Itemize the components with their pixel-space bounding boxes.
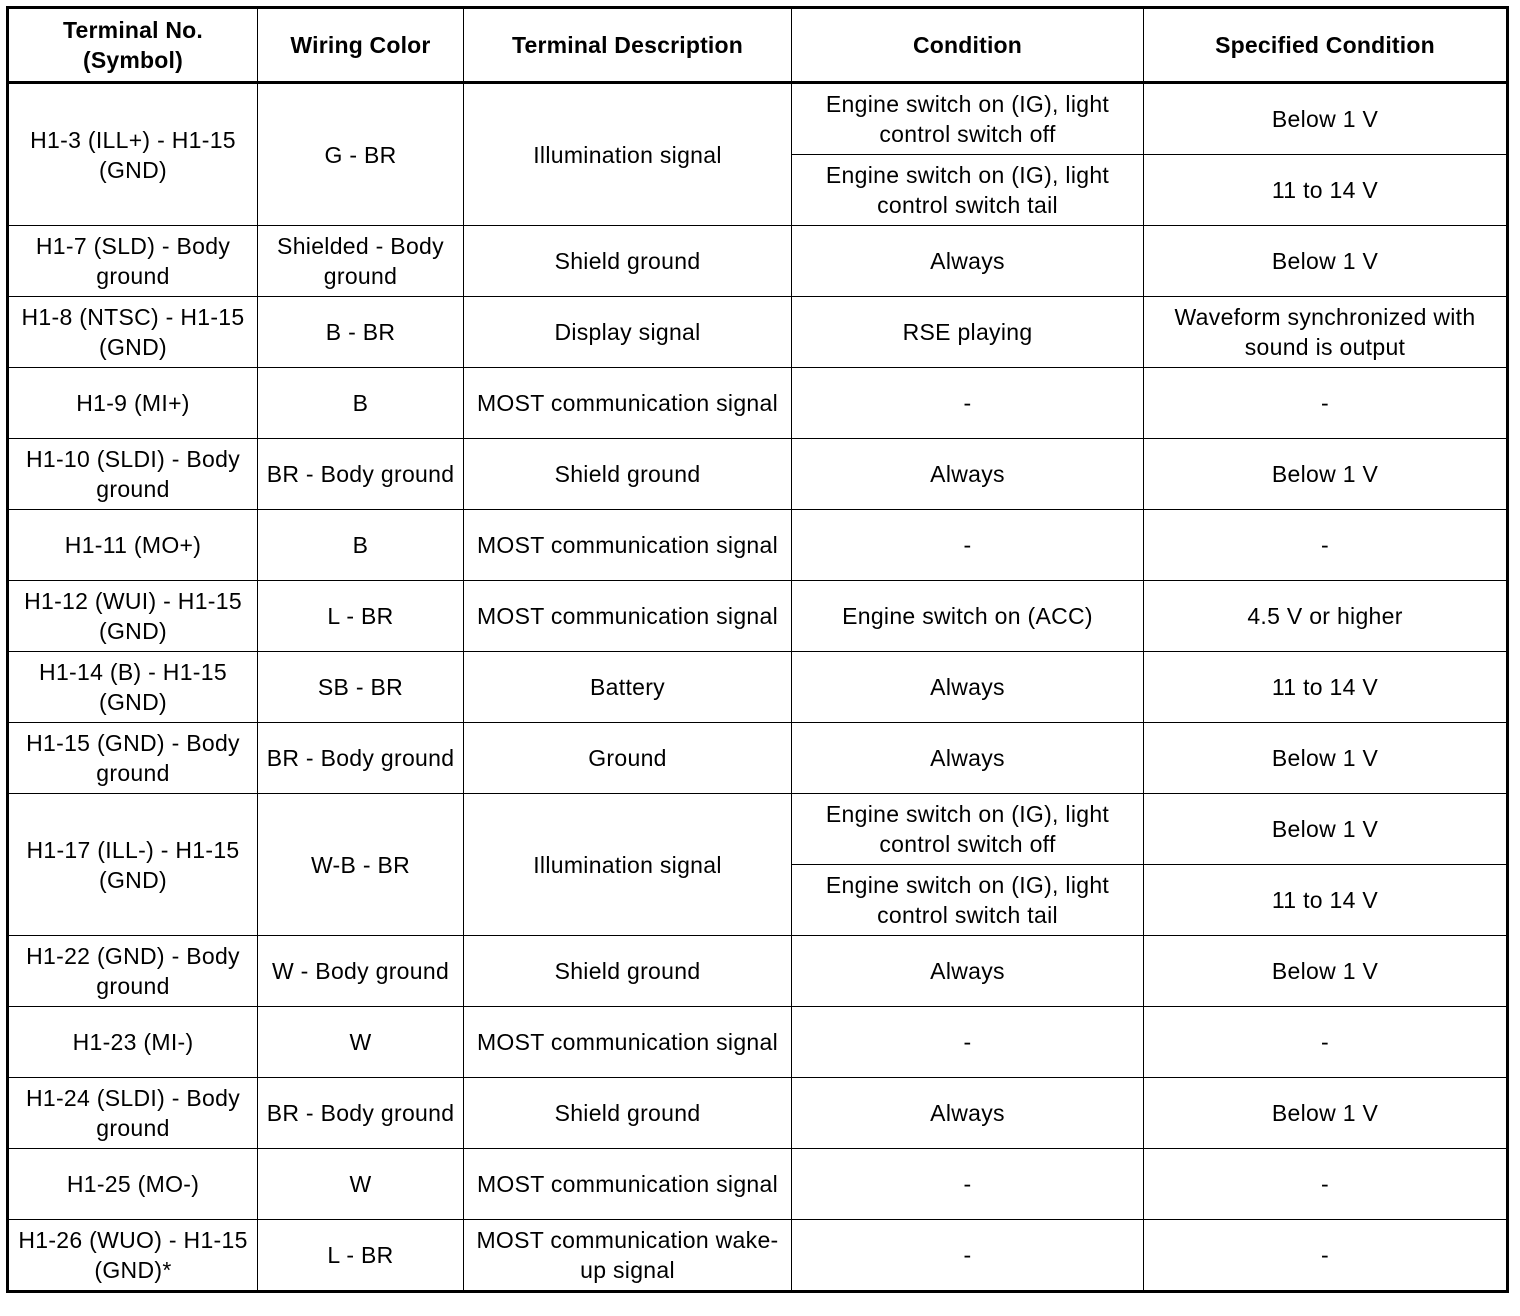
terminal-cell: H1-15 (GND) - Body ground <box>8 723 258 794</box>
wiring-color-cell: W-B - BR <box>258 794 464 936</box>
specified-condition-cell: 4.5 V or higher <box>1144 581 1508 652</box>
wiring-color-cell: B <box>258 368 464 439</box>
table-row <box>8 1007 1508 1078</box>
condition-cell: - <box>792 1149 1144 1220</box>
terminal-description-cell: Shield ground <box>464 936 792 1007</box>
table-row <box>8 226 1508 297</box>
terminal-cell: H1-10 (SLDI) - Body ground <box>8 439 258 510</box>
condition-cell: Always <box>792 723 1144 794</box>
terminal-description-cell: Shield ground <box>464 1078 792 1149</box>
wiring-color-cell: BR - Body ground <box>258 439 464 510</box>
specified-condition-cell: Below 1 V <box>1144 794 1508 865</box>
wiring-color-cell: W <box>258 1007 464 1078</box>
specified-condition-cell: - <box>1144 1007 1508 1078</box>
condition-cell: RSE playing <box>792 297 1144 368</box>
header-terminal-no: Terminal No. (Symbol) <box>8 8 258 83</box>
condition-cell: Engine switch on (IG), light control switch tail <box>792 155 1144 226</box>
specified-condition-cell: Waveform synchronized with sound is output <box>1144 297 1508 368</box>
terminal-cell: H1-17 (ILL-) - H1-15 (GND) <box>8 794 258 936</box>
condition-cell: Always <box>792 439 1144 510</box>
terminal-description-cell: Display signal <box>464 297 792 368</box>
wiring-color-cell: SB - BR <box>258 652 464 723</box>
specified-condition-cell: Below 1 V <box>1144 936 1508 1007</box>
wiring-color-cell: G - BR <box>258 83 464 226</box>
terminal-cell: H1-25 (MO-) <box>8 1149 258 1220</box>
specified-condition-cell: Below 1 V <box>1144 83 1508 155</box>
specified-condition-cell: Below 1 V <box>1144 723 1508 794</box>
header-specified-condition: Specified Condition <box>1144 8 1508 83</box>
wiring-color-cell: Shielded - Body ground <box>258 226 464 297</box>
specified-condition-cell: Below 1 V <box>1144 1078 1508 1149</box>
table-row <box>8 581 1508 652</box>
specified-condition-cell: 11 to 14 V <box>1144 652 1508 723</box>
table-body <box>8 83 1508 1292</box>
condition-cell: Engine switch on (IG), light control switch off <box>792 794 1144 865</box>
terminal-cell: H1-22 (GND) - Body ground <box>8 936 258 1007</box>
wiring-color-cell: L - BR <box>258 1220 464 1292</box>
terminal-cell: H1-9 (MI+) <box>8 368 258 439</box>
terminal-description-cell: Shield ground <box>464 226 792 297</box>
wiring-color-cell: B - BR <box>258 297 464 368</box>
header-row <box>8 8 1508 83</box>
terminal-description-cell: MOST communication signal <box>464 510 792 581</box>
table-header <box>8 8 1508 83</box>
condition-cell: Engine switch on (IG), light control switch off <box>792 83 1144 155</box>
terminal-cell: H1-11 (MO+) <box>8 510 258 581</box>
condition-cell: - <box>792 1220 1144 1292</box>
table-row <box>8 83 1508 155</box>
condition-cell: - <box>792 510 1144 581</box>
header-terminal-description: Terminal Description <box>464 8 792 83</box>
wiring-color-cell: B <box>258 510 464 581</box>
condition-cell: Always <box>792 936 1144 1007</box>
terminal-spec-table <box>6 6 1509 1293</box>
specified-condition-cell: 11 to 14 V <box>1144 155 1508 226</box>
terminal-description-cell: Ground <box>464 723 792 794</box>
terminal-cell: H1-12 (WUI) - H1-15 (GND) <box>8 581 258 652</box>
table-row <box>8 652 1508 723</box>
specified-condition-cell: - <box>1144 1220 1508 1292</box>
terminal-cell: H1-26 (WUO) - H1-15 (GND)* <box>8 1220 258 1292</box>
table-row <box>8 297 1508 368</box>
terminal-description-cell: Shield ground <box>464 439 792 510</box>
terminal-description-cell: Illumination signal <box>464 83 792 226</box>
specified-condition-cell: Below 1 V <box>1144 439 1508 510</box>
terminal-description-cell: MOST communication wake-up signal <box>464 1220 792 1292</box>
wiring-color-cell: W - Body ground <box>258 936 464 1007</box>
header-condition: Condition <box>792 8 1144 83</box>
wiring-color-cell: W <box>258 1149 464 1220</box>
terminal-cell: H1-14 (B) - H1-15 (GND) <box>8 652 258 723</box>
table-row <box>8 1078 1508 1149</box>
condition-cell: Engine switch on (IG), light control switch tail <box>792 865 1144 936</box>
condition-cell: - <box>792 1007 1144 1078</box>
terminal-description-cell: MOST communication signal <box>464 1149 792 1220</box>
table-row <box>8 1149 1508 1220</box>
condition-cell: - <box>792 368 1144 439</box>
terminal-description-cell: MOST communication signal <box>464 581 792 652</box>
terminal-description-cell: MOST communication signal <box>464 368 792 439</box>
condition-cell: Engine switch on (ACC) <box>792 581 1144 652</box>
terminal-description-cell: Battery <box>464 652 792 723</box>
table-row <box>8 1220 1508 1292</box>
condition-cell: Always <box>792 652 1144 723</box>
specified-condition-cell: - <box>1144 1149 1508 1220</box>
table-row <box>8 723 1508 794</box>
table-row <box>8 368 1508 439</box>
specified-condition-cell: 11 to 14 V <box>1144 865 1508 936</box>
specified-condition-cell: Below 1 V <box>1144 226 1508 297</box>
table-row <box>8 439 1508 510</box>
condition-cell: Always <box>792 1078 1144 1149</box>
condition-cell: Always <box>792 226 1144 297</box>
header-wiring-color: Wiring Color <box>258 8 464 83</box>
specified-condition-cell: - <box>1144 368 1508 439</box>
wiring-color-cell: L - BR <box>258 581 464 652</box>
table-row <box>8 510 1508 581</box>
terminal-description-cell: MOST communication signal <box>464 1007 792 1078</box>
terminal-description-cell: Illumination signal <box>464 794 792 936</box>
specified-condition-cell: - <box>1144 510 1508 581</box>
table-row <box>8 936 1508 1007</box>
terminal-cell: H1-23 (MI-) <box>8 1007 258 1078</box>
terminal-cell: H1-3 (ILL+) - H1-15 (GND) <box>8 83 258 226</box>
terminal-cell: H1-8 (NTSC) - H1-15 (GND) <box>8 297 258 368</box>
table-row <box>8 794 1508 865</box>
wiring-color-cell: BR - Body ground <box>258 723 464 794</box>
terminal-cell: H1-7 (SLD) - Body ground <box>8 226 258 297</box>
wiring-color-cell: BR - Body ground <box>258 1078 464 1149</box>
terminal-cell: H1-24 (SLDI) - Body ground <box>8 1078 258 1149</box>
